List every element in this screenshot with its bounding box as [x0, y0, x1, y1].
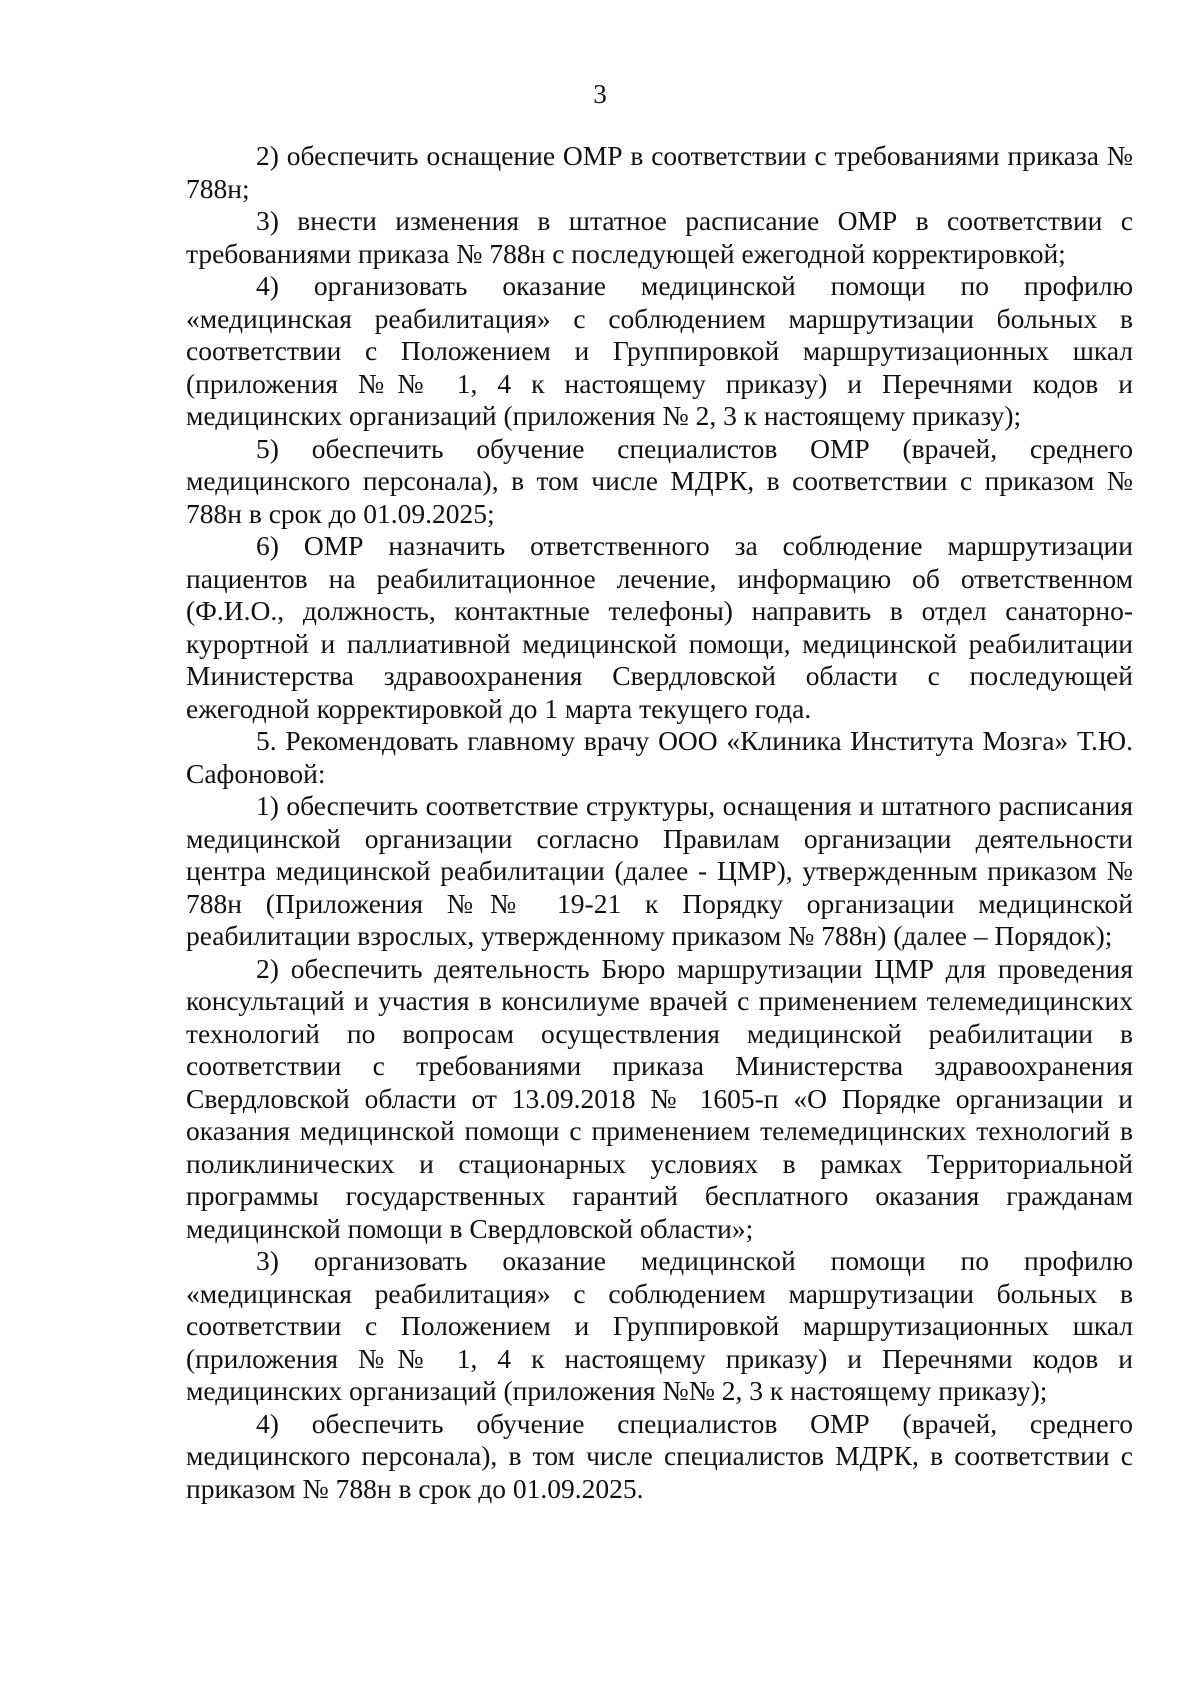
page-number: 3	[593, 79, 607, 109]
paragraph-item-2-bureau: 2) обеспечить деятельность Бюро маршрутизации ЦМР для проведения консультаций и участия в консилиуме врачей с применением телемедицинских технологий по вопросам осуществления медицинской реабилитации в соответствии с требованиями приказа Министерства здравоохранения Свердловской области от 13.09.2018 № 1605-п «О Порядке организации и оказания медицинской помощи с применением телемедицинских технологий в поликлинических и стационарных условиях в рамках Территориальной программы государственных гарантий бесплатного оказания гражданам медицинской помощи в Свердловской области»;	[186, 952, 1133, 1244]
paragraph-item-6-responsible: 6) ОМР назначить ответственного за соблюдение маршрутизации пациентов на реабилитационное лечение, информацию об ответственном (Ф.И.О., должность, контактные телефоны) направить в отдел санаторно-курортной и паллиативной медицинской помощи, медицинской реабилитации Министерства здравоохранения Свердловской области с последующей ежегодной корректировкой до 1 марта текущего года.	[186, 530, 1133, 724]
paragraph-item-4-training: 4) обеспечить обучение специалистов ОМР (врачей, среднего медицинского персонала), в том числе специалистов МДРК, в соответствии с приказом № 788н в срок до 01.09.2025.	[186, 1407, 1133, 1504]
paragraph-section-5-recommendation: 5. Рекомендовать главному врачу ООО «Клиника Института Мозга» Т.Ю. Сафоновой:	[186, 725, 1133, 789]
paragraph-item-3-routing: 3) организовать оказание медицинской помощи по профилю «медицинская реабилитация» с соблюдением маршрутизации больных в соответствии с Положением и Группировкой маршрутизационных шкал (приложения №№ 1, 4 к настоящему приказу) и Перечнями кодов и медицинских организаций (приложения №№ 2, 3 к настоящему приказу);	[186, 1245, 1133, 1406]
paragraph-item-4-routing: 4) организовать оказание медицинской помощи по профилю «медицинская реабилитация» с соблюдением маршрутизации больных в соответствии с Положением и Группировкой маршрутизационных шкал (приложения №№ 1, 4 к настоящему приказу) и Перечнями кодов и медицинских организаций (приложения № 2, 3 к настоящему приказу);	[186, 270, 1133, 431]
document-body	[186, 140, 1133, 1505]
paragraph-item-1-structure: 1) обеспечить соответствие структуры, оснащения и штатного расписания медицинской организации согласно Правилам организации деятельности центра медицинской реабилитации (далее - ЦМР), утвержденным приказом № 788н (Приложения №№ 19-21 к Порядку организации медицинской реабилитации взрослых, утвержденному приказом № 788н) (далее – Порядок);	[186, 790, 1133, 951]
paragraph-item-2-equipment: 2) обеспечить оснащение ОМР в соответствии с требованиями приказа № 788н;	[186, 140, 1133, 204]
paragraph-item-3-staffing: 3) внести изменения в штатное расписание ОМР в соответствии с требованиями приказа № 788н с последующей ежегодной корректировкой;	[186, 205, 1133, 269]
paragraph-item-5-training: 5) обеспечить обучение специалистов ОМР (врачей, среднего медицинского персонала), в том числе МДРК, в соответствии с приказом № 788н в срок до 01.09.2025;	[186, 432, 1133, 529]
